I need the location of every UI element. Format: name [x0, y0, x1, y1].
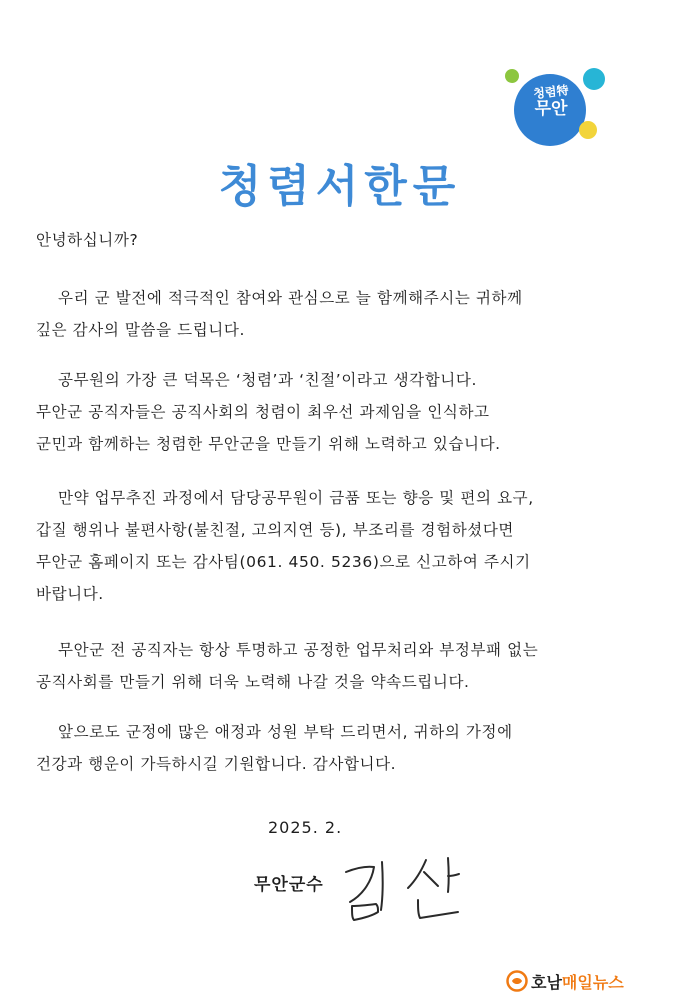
paragraph-integrity: [36, 364, 501, 460]
paragraph-line: 공무원의 가장 큰 덕목은 ‘청렴’과 ‘친절’이라고 생각합니다.: [58, 371, 477, 389]
handwritten-signature: [338, 850, 468, 926]
munan-integrity-logo: [502, 64, 612, 154]
greeting: 안녕하십니까?: [36, 231, 139, 249]
watermark-prefix: 호남: [531, 972, 562, 992]
paragraph-line: 바랍니다.: [36, 585, 104, 603]
paragraph-gratitude: [36, 282, 523, 346]
paragraph-line: 군민과 함께하는 청렴한 무안군을 만들기 위해 노력하고 있습니다.: [36, 435, 501, 453]
paragraph-closing: [36, 716, 513, 780]
paragraph-line: 무안군 공직자들은 공직사회의 청렴이 최우선 과제임을 인식하고: [36, 403, 490, 421]
paragraph-line: 공직사회를 만들기 위해 더욱 노력해 나갈 것을 약속드립니다.: [36, 673, 470, 691]
letter-date: 2025. 2.: [268, 818, 343, 837]
watermark-accent: 매일뉴스: [561, 972, 624, 992]
paragraph-report: [36, 482, 534, 610]
paragraph-promise: [36, 634, 538, 698]
logo-text: [516, 83, 586, 119]
letter-title: 청렴서한문: [218, 161, 462, 212]
news-watermark-text: [531, 970, 624, 993]
logo-slogan: 청렴特: [532, 83, 570, 101]
logo-name: 무안: [534, 98, 568, 119]
paragraph-line: 무안군 전 공직자는 항상 투명하고 공정한 업무처리와 부정부패 없는: [58, 641, 539, 659]
news-watermark: [506, 968, 624, 994]
news-logo-icon: [506, 970, 528, 992]
signer-title: 무안군수: [254, 875, 324, 895]
paragraph-line: 무안군 홈페이지 또는 감사팀(061. 450. 5236)으로 신고하여 주시기: [36, 553, 531, 571]
paragraph-line: 우리 군 발전에 적극적인 참여와 관심으로 늘 함께해주시는 귀하께: [58, 289, 523, 307]
paragraph-line: 깊은 감사의 말씀을 드립니다.: [36, 321, 245, 339]
paragraph-line: 건강과 행운이 가득하시길 기원합니다. 감사합니다.: [36, 755, 397, 773]
paragraph-line: 갑질 행위나 불편사항(불친절, 고의지연 등), 부조리를 경험하셨다면: [36, 521, 514, 539]
paragraph-line: 만약 업무추진 과정에서 담당공무원이 금품 또는 향응 및 편의 요구,: [58, 489, 534, 507]
paragraph-line: 앞으로도 군정에 많은 애정과 성원 부탁 드리면서, 귀하의 가정에: [58, 723, 513, 741]
